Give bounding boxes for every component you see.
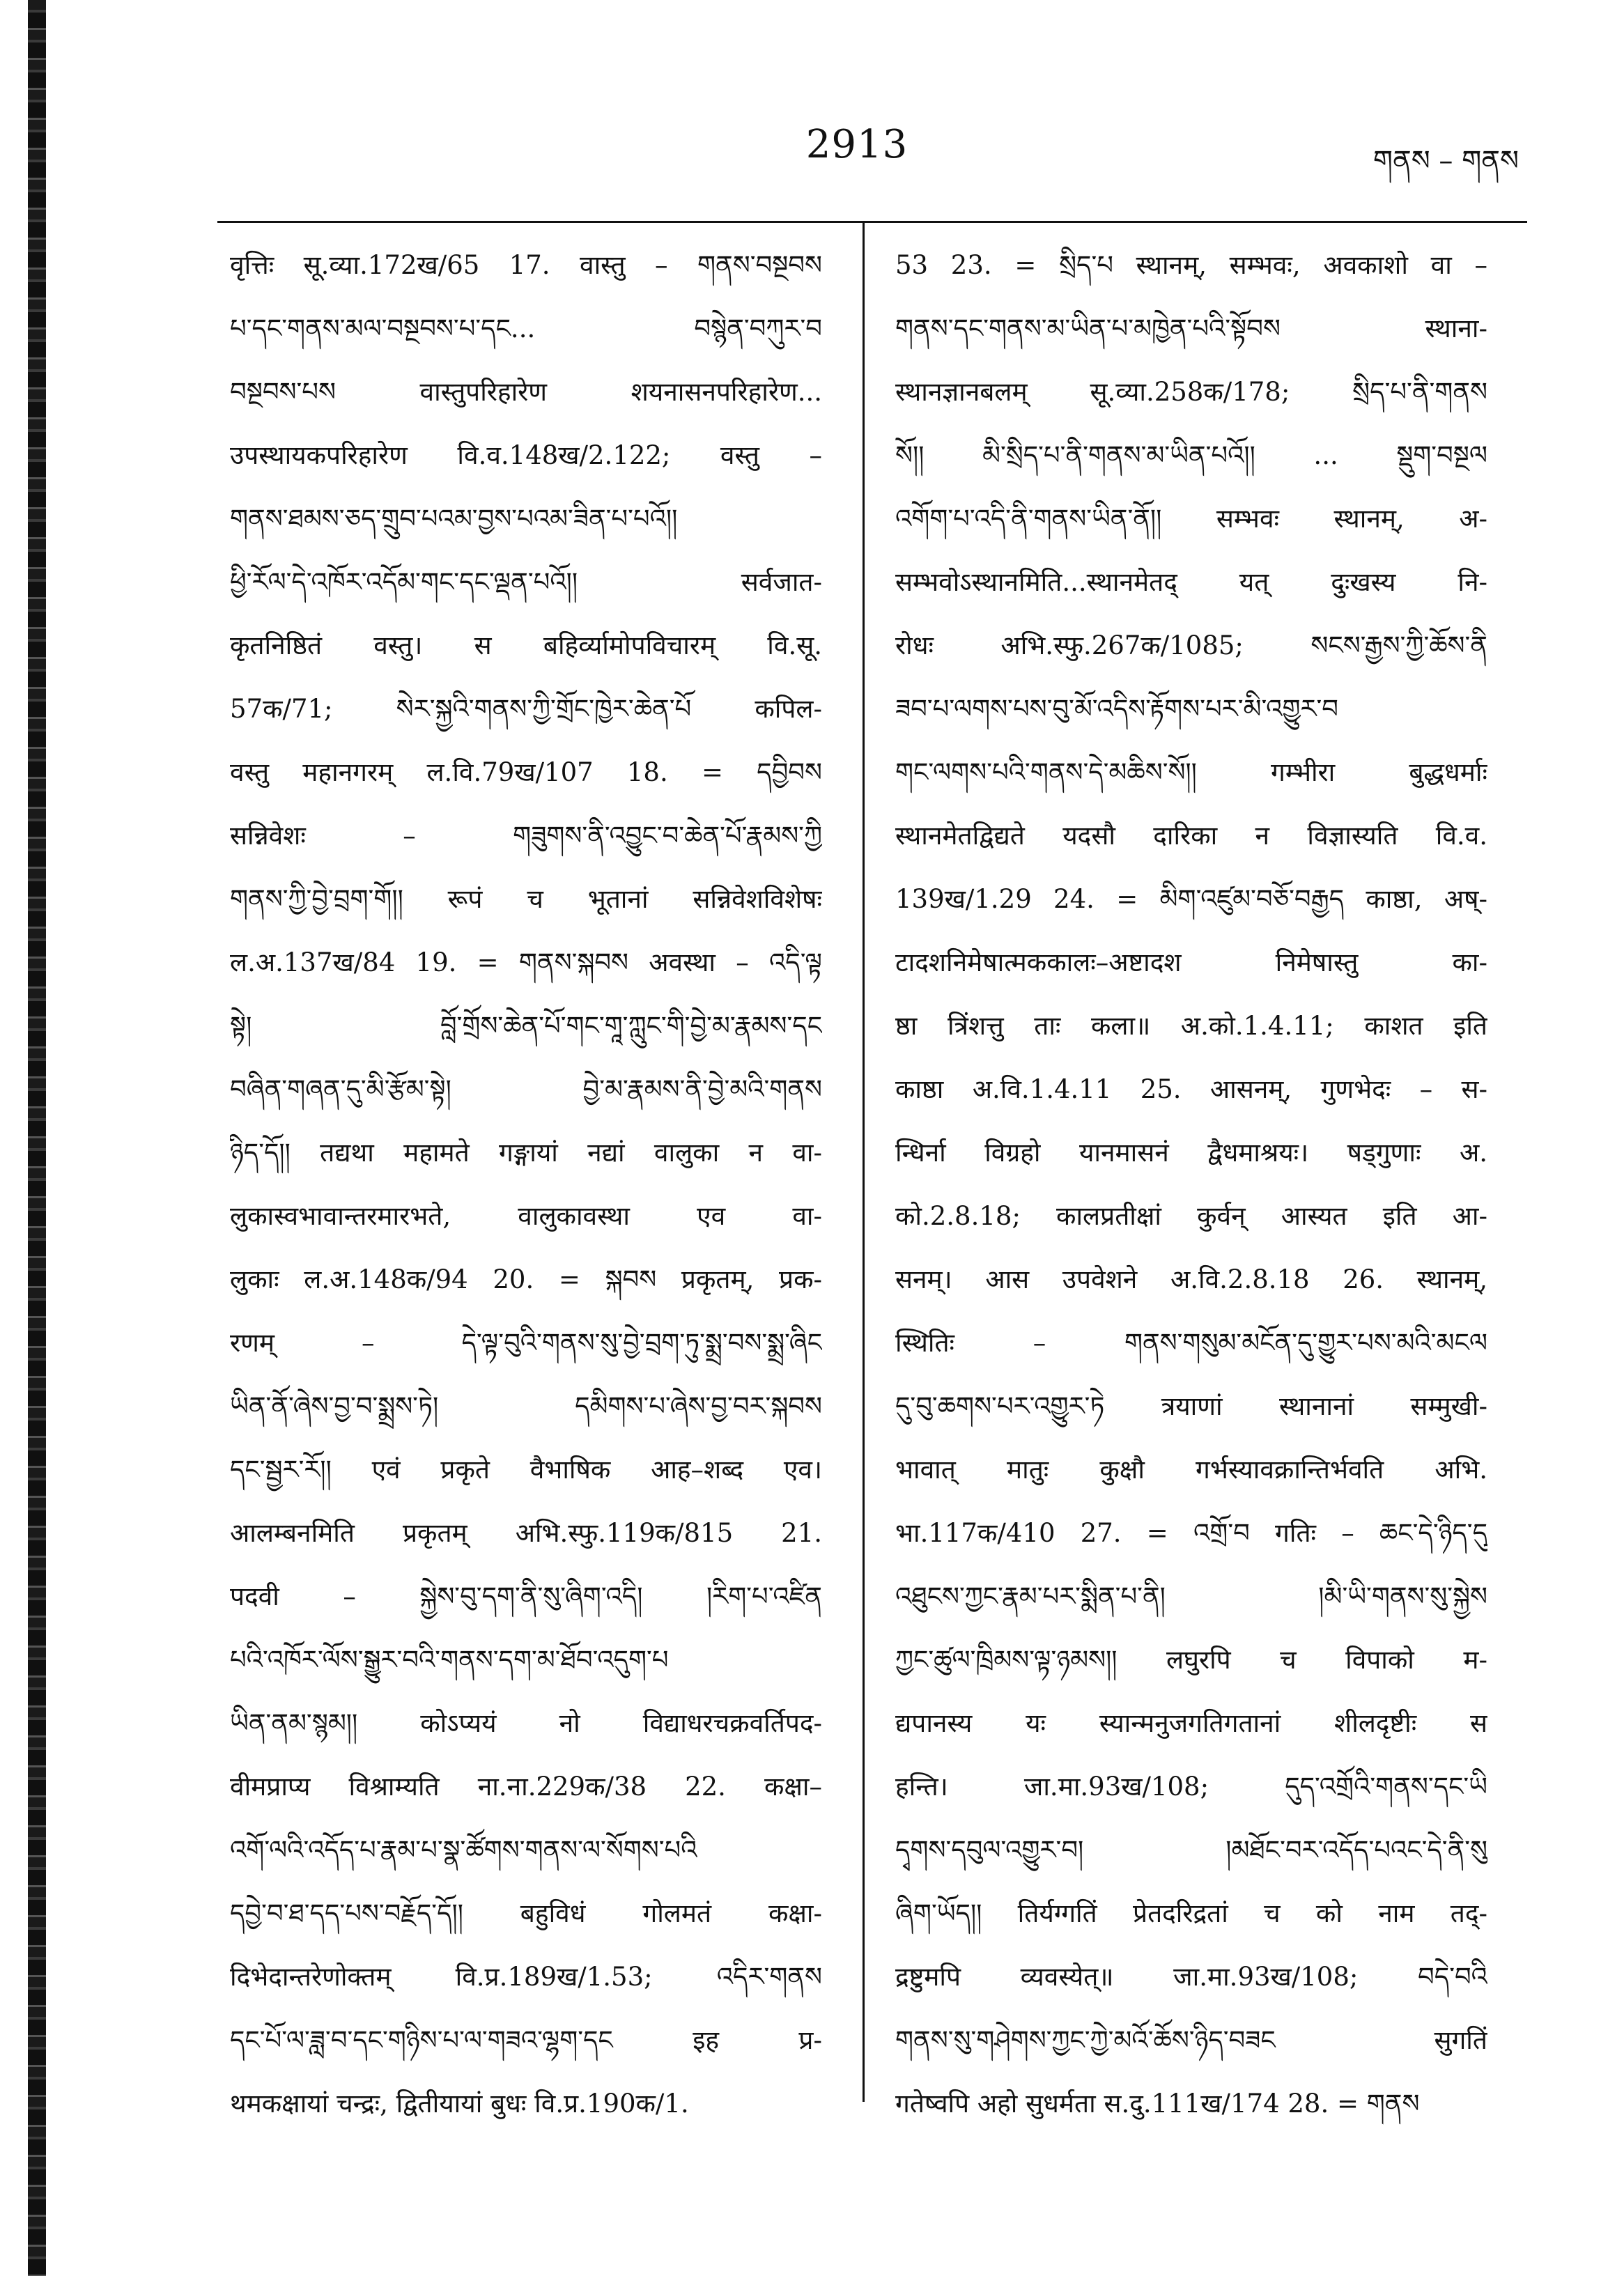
text-line: གནས་ཀྱི་བྱེ་བྲག་གོ།། रूपं च भूतानां सन्निवेशविशेषः	[230, 884, 822, 914]
text-line: ཕྱི་རོལ་དེ་འཁོར་འདོམ་གང་དང་ལྡན་པའོ།། सर्वजात-	[230, 567, 822, 597]
text-line: གནས་ཐམས་ཅད་གྲུབ་པའམ་བྱས་པའམ་ཟིན་པ་པའོ།།	[230, 504, 678, 534]
text-line: टादशनिमेषात्मककालः–अष्टादश निमेषास्तु का-	[895, 947, 1487, 977]
text-line: འཐུངས་ཀྱང་རྣམ་པར་སྨིན་པ་ནི། །མི་ཡི་གནས་སུ་སྐྱེས	[895, 1581, 1487, 1611]
text-line: འགོ་ལའི་འདོད་པ་རྣམ་པ་སྣ་ཚོགས་གནས་ལ་སོགས་པའི	[230, 1835, 697, 1865]
text-line: रोधः अभि.स्फु.267क/1085; སངས་རྒྱས་ཀྱི་ཆོས་ནི	[895, 630, 1487, 660]
text-line: स्थितिः – གནས་གསུམ་མངོན་དུ་གྱུར་པས་མའི་མངལ	[895, 1328, 1487, 1358]
text-line: ཀྱང་ཚུལ་ཁྲིམས་ལྟ་ཉམས།། लघुरपि च विपाको म-	[895, 1645, 1487, 1675]
text-line: भा.117क/410 27. = འགྲོ་བ गतिः – ཆང་དེ་ཉིད་དུ	[895, 1518, 1487, 1548]
text-line: 53 23. = སྲིད་པ स्थानम्, सम्भवः, अवकाशो वा –	[895, 250, 1487, 280]
text-line: སོ།། མི་སྲིད་པ་ནི་གནས་མ་ཡིན་པའོ།། ... སྡུག་བསྔལ	[895, 440, 1487, 470]
text-line: ཟབ་པ་ལགས་པས་བུ་མོ་འདིས་རྟོགས་པར་མི་འགྱུར་བ	[895, 694, 1339, 724]
page-number: 2913	[805, 122, 908, 167]
text-line: भावात् मातुः कुक्षौ गर्भस्यावक्रान्तिर्भवति अभि.	[895, 1455, 1487, 1485]
text-line: पदवी – སྐྱེས་བུ་དག་ནི་སུ་ཞིག་འདི། །རིག་པ་འཛིན	[230, 1581, 822, 1611]
text-line: स्थानज्ञानबलम् सू.व्या.258क/178; སྲིད་པ་ནི་གནས	[895, 377, 1487, 407]
header-rule	[217, 221, 1527, 223]
text-line: པ་དང་གནས་མལ་བསྔབས་པ་དང... བསྙེན་བཀུར་བ	[230, 313, 822, 343]
text-line: དང་སྦྱར་རོ།། एवं प्रकृते वैभाषिक आह–शब्द एव।	[230, 1455, 822, 1485]
text-line: को.2.8.18; कालप्रतीक्षां कुर्वन् आस्यत इति आ-	[895, 1201, 1487, 1231]
text-line: दिभेदान्तरेणोक्तम् वि.प्र.189ख/1.53; འདིར་གནས	[230, 1962, 822, 1992]
text-line: གནས་སུ་གཤེགས་ཀྱང་ཀྱེ་མའོ་ཆོས་ཉིད་བཟང सुगतिं	[895, 2025, 1487, 2055]
text-line: सम्भवोऽस्थानमिति...स्थानमेतद् यत् दुःखस्य नि-	[895, 567, 1487, 597]
text-line: स्थानमेतद्विद्यते यदसौ दारिका न विज्ञास्यति वि.व.	[895, 821, 1487, 851]
text-line: ल.अ.137ख/84 19. = གནས་སྐབས अवस्था – འདི་ལྟ	[230, 947, 822, 977]
text-line: द्यपानस्य यः स्यान्मनुजगतिगतानां शीलदृष्टीः स	[895, 1708, 1487, 1738]
text-line: འགོག་པ་འདི་ནི་གནས་ཡིན་ནོ།། सम्भवः स्थानम्, अ-	[895, 504, 1487, 534]
text-line: रणम् – དེ་ལྟ་བུའི་གནས་སུ་བྱེ་བྲག་ཏུ་སྨྲ་བས་སྨྲ་ཞིང	[230, 1328, 822, 1358]
text-line: थमकक्षायां चन्द्रः, द्वितीयायां बुधः वि.प्र.190क/1.	[230, 2089, 689, 2119]
text-line: वीमप्राप्य विश्राम्यति ना.ना.229क/38 22. कक्षा–	[230, 1772, 822, 1802]
running-head: གནས – གནས	[1372, 145, 1519, 177]
text-line: ष्ठा त्रिंशत्तु ताः कला॥ अ.को.1.4.11; काशत इति	[895, 1011, 1487, 1041]
left-column	[230, 233, 822, 2135]
text-line: དབྱེ་བ་ཐ་དད་པས་བརྗོད་དོ།། बहुविधं गोलमतं कक्षा-	[230, 1898, 822, 1928]
text-line: न्धिर्ना विग्रहो यानमासनं द्वैधमाश्रयः। षड्गुणाः अ.	[895, 1138, 1487, 1168]
text-line: གནས་དང་གནས་མ་ཡིན་པ་མཁྱེན་པའི་སྟོབས स्थाना-	[895, 313, 1487, 343]
text-line: काष्ठा अ.वि.1.4.11 25. आसनम्, गुणभेदः – स-	[895, 1074, 1487, 1104]
text-line: सन्निवेशः – གཟུགས་ནི་འབྱུང་བ་ཆེན་པོ་རྣམས་ཀྱི	[230, 821, 822, 851]
text-line: དང་པོ་ལ་ཟླ་བ་དང་གཉིས་པ་ལ་གཟའ་ལྷག་དང इह प्र-	[230, 2025, 822, 2055]
text-line: आलम्बनमिति प्रकृतम् अभि.स्फु.119क/815 21.	[230, 1518, 822, 1548]
text-line: དུ་བུ་ཆགས་པར་འགྱུར་ཏེ त्रयाणां स्थानानां सम्मुखी-	[895, 1391, 1487, 1421]
column-divider	[863, 221, 865, 2102]
text-line: སྟེ། བློ་གྲོས་ཆེན་པོ་གང་གཱ་ཀླུང་གི་བྱེ་མ་རྣམས་དང	[230, 1011, 822, 1041]
text-line: वृत्तिः सू.व्या.172ख/65 17. वास्तु – གནས་བསྔབས	[230, 250, 822, 280]
text-line: ཉིད་དོ།། तद्यथा महामते गङ्गायां नद्यां वालुका न वा-	[230, 1138, 822, 1168]
text-line: 139ख/1.29 24. = མིག་འཛུམ་བཅོ་བརྒྱད काष्ठा, अष्-	[895, 884, 1487, 914]
binding-edge	[28, 0, 46, 2276]
text-line: བསྔབས་པས वास्तुपरिहारेण शयनासनपरिहारेण...	[230, 377, 822, 407]
text-line: 57क/71; སེར་སྐྱའི་གནས་ཀྱི་གྲོང་ཁྱེར་ཆེན་པོ कपिल-	[230, 694, 822, 724]
text-line: པའི་འཁོར་ལོས་སྒྱུར་བའི་གནས་དག་མ་ཐོབ་འདུག་པ	[230, 1645, 669, 1675]
text-line: लुकाः ल.अ.148क/94 20. = སྐབས प्रकृतम्, प्रक-	[230, 1264, 822, 1294]
text-line: གང་ལགས་པའི་གནས་དེ་མཆིས་སོ།། गम्भीरा बुद्धधर्माः	[895, 757, 1487, 787]
text-line: བཞིན་གཞན་དུ་མི་རྩོམ་སྟེ། བྱེ་མ་རྣམས་ནི་བྱེ་མའི་གནས	[230, 1074, 822, 1104]
text-line: गतेष्वपि अहो सुधर्मता स.दु.111ख/174 28. = གནས	[895, 2089, 1420, 2119]
text-line: ཞིག་ཡོད།། तिर्यग्गतिं प्रेतदरिद्रतां च को नाम तद्-	[895, 1898, 1487, 1928]
text-line: लुकास्वभावान्तरमारभते, वालुकावस्था एव वा-	[230, 1201, 822, 1231]
text-line: དྭགས་དབུལ་འགྱུར་བ། །མཐོང་བར་འདོད་པའང་དེ་ནི་སུ	[895, 1835, 1487, 1865]
text-line: कृतनिष्ठितं वस्तु। स बहिर्व्यामोपविचारम् वि.सू.	[230, 630, 822, 660]
right-column	[895, 233, 1487, 2135]
text-line: द्रष्टुमपि व्यवस्येत्॥ जा.मा.93ख/108; བདེ་བའི	[895, 1962, 1487, 1992]
text-line: ཡིན་ནོ་ཞེས་བྱ་བ་སྨྲས་ཏེ། དམིགས་པ་ཞེས་བྱ་བར་སྐབས	[230, 1391, 822, 1421]
text-line: सनम्। आस उपवेशने अ.वि.2.8.18 26. स्थानम्,	[895, 1264, 1487, 1294]
text-line: हन्ति। जा.मा.93ख/108; དུད་འགྲོའི་གནས་དང་ཡི	[895, 1772, 1487, 1802]
text-line: वस्तु महानगरम् ल.वि.79ख/107 18. = དབྱིབས	[230, 757, 822, 787]
text-line: उपस्थायकपरिहारेण वि.व.148ख/2.122; वस्तु –	[230, 440, 822, 470]
text-line: ཡིན་ནམ་སྙམ།། कोऽप्ययं नो विद्याधरचक्रवर्तिपद-	[230, 1708, 822, 1738]
